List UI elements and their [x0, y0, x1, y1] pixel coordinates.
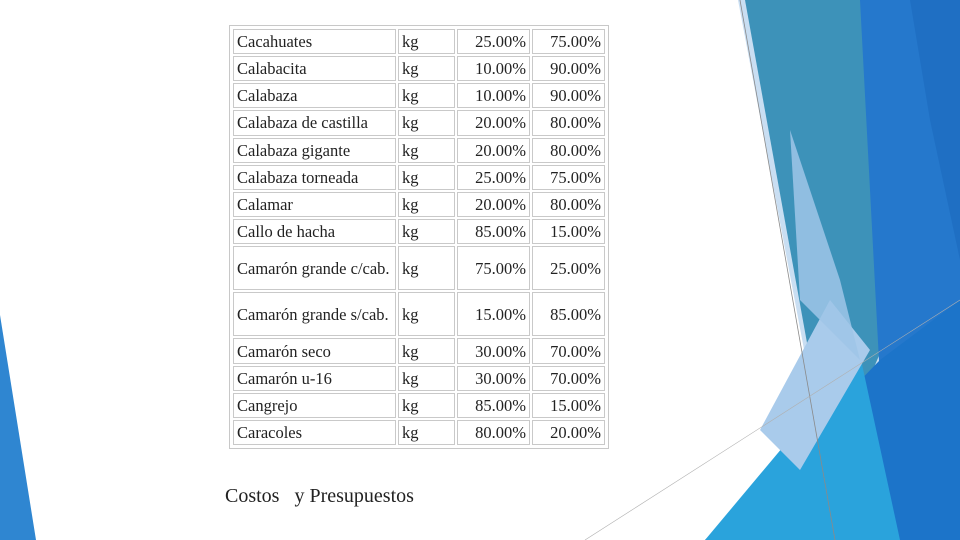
- percentage-2-cell: 15.00%: [532, 393, 605, 418]
- unit-cell: kg: [398, 138, 455, 163]
- percentage-1-cell: 75.00%: [457, 246, 530, 290]
- product-name-cell: Camarón grande c/cab.: [233, 246, 396, 290]
- percentage-2-cell: 75.00%: [532, 29, 605, 54]
- product-name-cell: Calabaza gigante: [233, 138, 396, 163]
- percentage-1-cell: 20.00%: [457, 110, 530, 135]
- product-name-cell: Calabaza: [233, 83, 396, 108]
- product-name-cell: Camarón grande s/cab.: [233, 292, 396, 336]
- percentage-2-cell: 90.00%: [532, 83, 605, 108]
- table-row: [233, 393, 605, 418]
- percentage-2-cell: 80.00%: [532, 138, 605, 163]
- product-name-cell: Callo de hacha: [233, 219, 396, 244]
- percentage-1-cell: 20.00%: [457, 192, 530, 217]
- table-row: [233, 420, 605, 445]
- table-row: [233, 165, 605, 190]
- product-name-cell: Calabaza torneada: [233, 165, 396, 190]
- unit-cell: kg: [398, 110, 455, 135]
- product-name-cell: Camarón seco: [233, 338, 396, 363]
- table-row: [233, 292, 605, 336]
- unit-cell: kg: [398, 292, 455, 336]
- unit-cell: kg: [398, 393, 455, 418]
- percentage-2-cell: 15.00%: [532, 219, 605, 244]
- table-row: [233, 29, 605, 54]
- product-name-cell: Calabacita: [233, 56, 396, 81]
- unit-cell: kg: [398, 192, 455, 217]
- table-row: [233, 366, 605, 391]
- product-name-cell: Camarón u-16: [233, 366, 396, 391]
- product-name-cell: Caracoles: [233, 420, 396, 445]
- percentage-2-cell: 80.00%: [532, 110, 605, 135]
- table-row: [233, 192, 605, 217]
- unit-cell: kg: [398, 219, 455, 244]
- percentage-1-cell: 10.00%: [457, 56, 530, 81]
- table-row: [233, 338, 605, 363]
- table-row: [233, 246, 605, 290]
- unit-cell: kg: [398, 83, 455, 108]
- unit-cell: kg: [398, 246, 455, 290]
- product-name-cell: Cacahuates: [233, 29, 396, 54]
- percentage-1-cell: 80.00%: [457, 420, 530, 445]
- percentage-2-cell: 75.00%: [532, 165, 605, 190]
- product-name-cell: Cangrejo: [233, 393, 396, 418]
- percentage-2-cell: 70.00%: [532, 338, 605, 363]
- table-row: [233, 219, 605, 244]
- table-body: [233, 29, 605, 445]
- percentage-1-cell: 10.00%: [457, 83, 530, 108]
- table-row: [233, 56, 605, 81]
- table-row: [233, 138, 605, 163]
- table-grid: [231, 27, 607, 447]
- percentage-1-cell: 25.00%: [457, 165, 530, 190]
- percentage-1-cell: 20.00%: [457, 138, 530, 163]
- table-row: [233, 83, 605, 108]
- unit-cell: kg: [398, 56, 455, 81]
- left-edge-accent: [0, 315, 36, 540]
- percentage-1-cell: 15.00%: [457, 292, 530, 336]
- percentage-2-cell: 80.00%: [532, 192, 605, 217]
- percentage-2-cell: 90.00%: [532, 56, 605, 81]
- percentage-2-cell: 85.00%: [532, 292, 605, 336]
- percentage-1-cell: 30.00%: [457, 366, 530, 391]
- percentage-2-cell: 25.00%: [532, 246, 605, 290]
- product-name-cell: Calamar: [233, 192, 396, 217]
- percentage-2-cell: 70.00%: [532, 366, 605, 391]
- percentage-1-cell: 85.00%: [457, 219, 530, 244]
- table-row: [233, 110, 605, 135]
- unit-cell: kg: [398, 29, 455, 54]
- percentage-1-cell: 85.00%: [457, 393, 530, 418]
- percentage-2-cell: 20.00%: [532, 420, 605, 445]
- product-name-cell: Calabaza de castilla: [233, 110, 396, 135]
- unit-cell: kg: [398, 420, 455, 445]
- unit-cell: kg: [398, 366, 455, 391]
- percentage-1-cell: 30.00%: [457, 338, 530, 363]
- product-percentage-table: [229, 25, 609, 449]
- unit-cell: kg: [398, 338, 455, 363]
- percentage-1-cell: 25.00%: [457, 29, 530, 54]
- slide-caption: Costos y Presupuestos: [225, 485, 414, 507]
- unit-cell: kg: [398, 165, 455, 190]
